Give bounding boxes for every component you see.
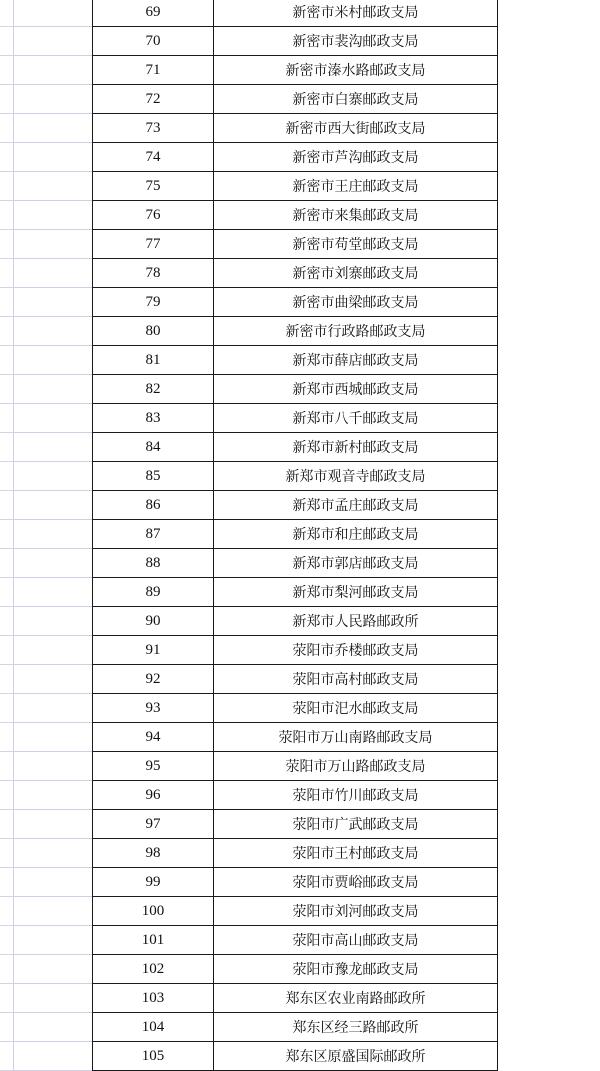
serial-number-cell[interactable]: 74: [92, 143, 213, 172]
blank-area: [498, 491, 600, 520]
serial-number-cell[interactable]: 103: [92, 984, 213, 1013]
table-row: [0, 810, 600, 839]
empty-cell[interactable]: [13, 143, 92, 172]
empty-cell[interactable]: [13, 288, 92, 317]
blank-area: [498, 201, 600, 230]
post-office-name-cell[interactable]: 荥阳市乔楼邮政支局: [213, 636, 498, 665]
empty-cell[interactable]: [13, 462, 92, 491]
serial-number-cell[interactable]: 81: [92, 346, 213, 375]
post-office-name-cell[interactable]: 郑东区农业南路邮政所: [213, 984, 498, 1013]
table-row: [0, 868, 600, 897]
blank-area: [498, 404, 600, 433]
table-row: [0, 665, 600, 694]
row-gutter: [0, 143, 13, 172]
serial-number-cell[interactable]: 92: [92, 665, 213, 694]
blank-area: [498, 868, 600, 897]
blank-area: [498, 433, 600, 462]
empty-cell[interactable]: [13, 839, 92, 868]
empty-cell[interactable]: [13, 85, 92, 114]
blank-area: [498, 375, 600, 404]
row-gutter: [0, 1013, 13, 1042]
row-gutter: [0, 0, 13, 27]
table-row: [0, 839, 600, 868]
table-row: [0, 85, 600, 114]
post-office-name-cell[interactable]: 荥阳市高山邮政支局: [213, 926, 498, 955]
empty-cell[interactable]: [13, 56, 92, 85]
serial-number-cell[interactable]: 96: [92, 781, 213, 810]
empty-cell[interactable]: [13, 114, 92, 143]
blank-area: [498, 781, 600, 810]
empty-cell[interactable]: [13, 723, 92, 752]
serial-number-cell[interactable]: 87: [92, 520, 213, 549]
blank-area: [498, 955, 600, 984]
post-office-name-cell[interactable]: 新密市苟堂邮政支局: [213, 230, 498, 259]
table-row: [0, 491, 600, 520]
empty-cell[interactable]: [13, 491, 92, 520]
row-gutter: [0, 810, 13, 839]
empty-cell[interactable]: [13, 27, 92, 56]
empty-cell[interactable]: [13, 810, 92, 839]
table-row: [0, 259, 600, 288]
blank-area: [498, 607, 600, 636]
blank-area: [498, 114, 600, 143]
empty-cell[interactable]: [13, 520, 92, 549]
table-row: [0, 230, 600, 259]
post-office-name-cell[interactable]: 荥阳市刘河邮政支局: [213, 897, 498, 926]
table-row: [0, 636, 600, 665]
serial-number-cell[interactable]: 104: [92, 1013, 213, 1042]
serial-number-cell[interactable]: 93: [92, 694, 213, 723]
empty-cell[interactable]: [13, 781, 92, 810]
row-gutter: [0, 636, 13, 665]
empty-cell[interactable]: [13, 955, 92, 984]
empty-cell[interactable]: [13, 549, 92, 578]
post-office-name-cell[interactable]: 新密市曲梁邮政支局: [213, 288, 498, 317]
table-row: [0, 288, 600, 317]
empty-cell[interactable]: [13, 694, 92, 723]
post-office-name-cell[interactable]: 新郑市八千邮政支局: [213, 404, 498, 433]
blank-area: [498, 636, 600, 665]
blank-area: [498, 317, 600, 346]
serial-number-cell[interactable]: 99: [92, 868, 213, 897]
empty-cell[interactable]: [13, 926, 92, 955]
empty-cell[interactable]: [13, 404, 92, 433]
table-row: [0, 607, 600, 636]
post-office-name-cell[interactable]: 新郑市和庄邮政支局: [213, 520, 498, 549]
post-office-name-cell[interactable]: 荥阳市王村邮政支局: [213, 839, 498, 868]
post-office-name-cell[interactable]: 新郑市孟庄邮政支局: [213, 491, 498, 520]
row-gutter: [0, 520, 13, 549]
row-gutter: [0, 404, 13, 433]
row-gutter: [0, 781, 13, 810]
serial-number-cell[interactable]: 94: [92, 723, 213, 752]
table-row: [0, 172, 600, 201]
empty-cell[interactable]: [13, 897, 92, 926]
empty-cell[interactable]: [13, 1013, 92, 1042]
serial-number-cell[interactable]: 84: [92, 433, 213, 462]
blank-area: [498, 346, 600, 375]
table-row: [0, 1013, 600, 1042]
post-office-name-cell[interactable]: 新密市行政路邮政支局: [213, 317, 498, 346]
row-gutter: [0, 56, 13, 85]
row-gutter: [0, 317, 13, 346]
table-row: [0, 433, 600, 462]
empty-cell[interactable]: [13, 375, 92, 404]
table-row: [0, 955, 600, 984]
table-row: [0, 0, 600, 27]
row-gutter: [0, 259, 13, 288]
empty-cell[interactable]: [13, 607, 92, 636]
empty-cell[interactable]: [13, 868, 92, 897]
row-gutter: [0, 172, 13, 201]
row-gutter: [0, 578, 13, 607]
serial-number-cell[interactable]: 86: [92, 491, 213, 520]
row-gutter: [0, 955, 13, 984]
blank-area: [498, 462, 600, 491]
post-office-name-cell[interactable]: 新密市白寨邮政支局: [213, 85, 498, 114]
serial-number-cell[interactable]: 75: [92, 172, 213, 201]
empty-cell[interactable]: [13, 230, 92, 259]
table-row: [0, 520, 600, 549]
table-row: [0, 462, 600, 491]
row-gutter: [0, 462, 13, 491]
row-gutter: [0, 752, 13, 781]
row-gutter: [0, 897, 13, 926]
row-gutter: [0, 868, 13, 897]
serial-number-cell[interactable]: 69: [92, 0, 213, 27]
table-row: [0, 549, 600, 578]
post-office-name-cell[interactable]: 新郑市薛店邮政支局: [213, 346, 498, 375]
row-gutter: [0, 201, 13, 230]
table-row: [0, 723, 600, 752]
serial-number-cell[interactable]: 70: [92, 27, 213, 56]
blank-area: [498, 723, 600, 752]
serial-number-cell[interactable]: 95: [92, 752, 213, 781]
blank-area: [498, 56, 600, 85]
blank-area: [498, 0, 600, 27]
serial-number-cell[interactable]: 72: [92, 85, 213, 114]
blank-area: [498, 85, 600, 114]
table-row: [0, 694, 600, 723]
post-office-name-cell[interactable]: 郑东区经三路邮政所: [213, 1013, 498, 1042]
post-office-name-cell[interactable]: 郑东区原盛国际邮政所: [213, 1042, 498, 1071]
serial-number-cell[interactable]: 88: [92, 549, 213, 578]
blank-area: [498, 839, 600, 868]
blank-area: [498, 578, 600, 607]
serial-number-cell[interactable]: 90: [92, 607, 213, 636]
serial-number-cell[interactable]: 101: [92, 926, 213, 955]
table-row: [0, 346, 600, 375]
serial-number-cell[interactable]: 97: [92, 810, 213, 839]
post-office-name-cell[interactable]: 荥阳市高村邮政支局: [213, 665, 498, 694]
post-office-name-cell[interactable]: 新密市米村邮政支局: [213, 0, 498, 27]
post-office-name-cell[interactable]: 新密市西大街邮政支局: [213, 114, 498, 143]
blank-area: [498, 984, 600, 1013]
post-office-name-cell[interactable]: 新郑市郭店邮政支局: [213, 549, 498, 578]
blank-area: [498, 143, 600, 172]
serial-number-cell[interactable]: 73: [92, 114, 213, 143]
empty-cell[interactable]: [13, 201, 92, 230]
empty-cell[interactable]: [13, 636, 92, 665]
row-gutter: [0, 694, 13, 723]
blank-area: [498, 288, 600, 317]
empty-cell[interactable]: [13, 752, 92, 781]
empty-cell[interactable]: [13, 259, 92, 288]
post-office-name-cell[interactable]: 荥阳市广武邮政支局: [213, 810, 498, 839]
post-office-name-cell[interactable]: 新密市来集邮政支局: [213, 201, 498, 230]
blank-area: [498, 665, 600, 694]
table-row: [0, 114, 600, 143]
serial-number-cell[interactable]: 71: [92, 56, 213, 85]
empty-cell[interactable]: [13, 346, 92, 375]
table-row: [0, 984, 600, 1013]
row-gutter: [0, 230, 13, 259]
table-row: [0, 143, 600, 172]
empty-cell[interactable]: [13, 665, 92, 694]
table-row: [0, 781, 600, 810]
blank-area: [498, 752, 600, 781]
empty-cell[interactable]: [13, 433, 92, 462]
serial-number-cell[interactable]: 82: [92, 375, 213, 404]
serial-number-cell[interactable]: 77: [92, 230, 213, 259]
row-gutter: [0, 491, 13, 520]
table-row: [0, 201, 600, 230]
blank-area: [498, 27, 600, 56]
row-gutter: [0, 346, 13, 375]
blank-area: [498, 810, 600, 839]
serial-number-cell[interactable]: 100: [92, 897, 213, 926]
post-office-name-cell[interactable]: 荥阳市汜水邮政支局: [213, 694, 498, 723]
row-gutter: [0, 665, 13, 694]
post-office-name-cell[interactable]: 新郑市梨河邮政支局: [213, 578, 498, 607]
post-office-name-cell[interactable]: 新密市裴沟邮政支局: [213, 27, 498, 56]
empty-cell[interactable]: [13, 578, 92, 607]
blank-area: [498, 520, 600, 549]
serial-number-cell[interactable]: 83: [92, 404, 213, 433]
serial-number-cell[interactable]: 89: [92, 578, 213, 607]
row-gutter: [0, 433, 13, 462]
table-row: [0, 375, 600, 404]
table-row: [0, 317, 600, 346]
row-gutter: [0, 288, 13, 317]
serial-number-cell[interactable]: 105: [92, 1042, 213, 1071]
row-gutter: [0, 114, 13, 143]
post-office-name-cell[interactable]: 荥阳市万山路邮政支局: [213, 752, 498, 781]
blank-area: [498, 549, 600, 578]
blank-area: [498, 172, 600, 201]
post-office-name-cell[interactable]: 新郑市西城邮政支局: [213, 375, 498, 404]
table-row: [0, 56, 600, 85]
row-gutter: [0, 839, 13, 868]
empty-cell[interactable]: [13, 984, 92, 1013]
post-office-name-cell[interactable]: 新密市刘寨邮政支局: [213, 259, 498, 288]
table-row: [0, 27, 600, 56]
serial-number-cell[interactable]: 85: [92, 462, 213, 491]
table-row: [0, 752, 600, 781]
empty-cell[interactable]: [13, 172, 92, 201]
post-office-name-cell[interactable]: 荥阳市万山南路邮政支局: [213, 723, 498, 752]
table-row: [0, 578, 600, 607]
serial-number-cell[interactable]: 79: [92, 288, 213, 317]
empty-cell[interactable]: [13, 317, 92, 346]
serial-number-cell[interactable]: 91: [92, 636, 213, 665]
blank-area: [498, 926, 600, 955]
blank-area: [498, 1013, 600, 1042]
blank-area: [498, 230, 600, 259]
serial-number-cell[interactable]: 78: [92, 259, 213, 288]
serial-number-cell[interactable]: 80: [92, 317, 213, 346]
blank-area: [498, 897, 600, 926]
table-row: [0, 404, 600, 433]
post-office-name-cell[interactable]: 荥阳市竹川邮政支局: [213, 781, 498, 810]
serial-number-cell[interactable]: 76: [92, 201, 213, 230]
post-office-name-cell[interactable]: 荥阳市贾峪邮政支局: [213, 868, 498, 897]
row-gutter: [0, 85, 13, 114]
row-gutter: [0, 549, 13, 578]
table-row: [0, 926, 600, 955]
serial-number-cell[interactable]: 98: [92, 839, 213, 868]
blank-area: [498, 694, 600, 723]
row-gutter: [0, 607, 13, 636]
post-office-name-cell[interactable]: 新郑市人民路邮政所: [213, 607, 498, 636]
row-gutter: [0, 984, 13, 1013]
blank-area: [498, 259, 600, 288]
post-office-name-cell[interactable]: 新郑市观音寺邮政支局: [213, 462, 498, 491]
post-office-name-cell[interactable]: 新密市溱水路邮政支局: [213, 56, 498, 85]
post-office-name-cell[interactable]: 新郑市新村邮政支局: [213, 433, 498, 462]
table-row: [0, 897, 600, 926]
empty-cell[interactable]: [13, 0, 92, 27]
row-gutter: [0, 27, 13, 56]
row-gutter: [0, 723, 13, 752]
post-office-name-cell[interactable]: 新密市王庄邮政支局: [213, 172, 498, 201]
post-office-name-cell[interactable]: 新密市芦沟邮政支局: [213, 143, 498, 172]
row-gutter: [0, 375, 13, 404]
row-gutter: [0, 926, 13, 955]
post-office-name-cell[interactable]: 荥阳市豫龙邮政支局: [213, 955, 498, 984]
serial-number-cell[interactable]: 102: [92, 955, 213, 984]
